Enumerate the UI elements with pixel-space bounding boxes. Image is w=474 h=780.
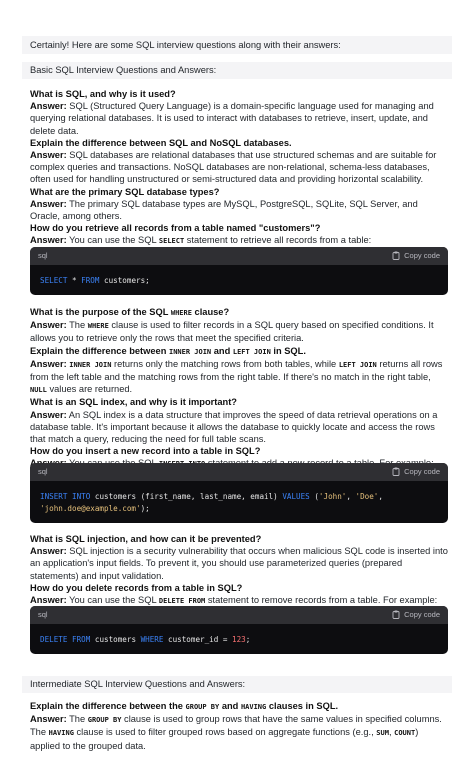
- code-language-label: sql: [38, 609, 48, 619]
- code-header: [30, 463, 448, 481]
- answer-11: Answer: The GROUP BY clause is used to group rows that have the same values in specified columns. The HAVING clause is used to filter grouped rows based on aggregate functions (e.g., SUM, COUNT) applied to the grouped data.: [30, 714, 442, 751]
- clipboard-icon: [392, 467, 400, 476]
- answer-3: Answer: The primary SQL database types are MySQL, PostgreSQL, SQLite, SQL Server, and Oracle, among others.: [30, 198, 418, 222]
- question-1: What is SQL, and why is it used?: [30, 89, 176, 99]
- copy-code-button[interactable]: [392, 466, 440, 478]
- answer-6: Answer: INNER JOIN returns only the matching rows from both tables, while LEFT JOIN returns all rows from the left table and the matching rows from the right table. If there's no match in the right table, NULL values are returned.: [30, 358, 443, 395]
- copy-code-label: Copy code: [404, 466, 440, 476]
- code-text: INSERT INTO customers (first_name, last_name, email) VALUES ('John', 'Doe', 'john.doe@example.com');: [40, 492, 383, 513]
- qa-block-1: [30, 88, 448, 248]
- answer-1: Answer: SQL (Structured Query Language) is a domain-specific language used for managing and querying relational databases. It is used to interact with databases to retrieve, insert, update, and delete data.: [30, 101, 434, 136]
- question-4: How do you retrieve all records from a table named "customers"?: [30, 223, 321, 234]
- copy-code-button[interactable]: [392, 609, 440, 621]
- qa-block-3: [30, 533, 448, 607]
- copy-code-button[interactable]: [392, 250, 440, 262]
- question-2: Explain the difference between SQL and NoSQL databases.: [30, 137, 292, 148]
- answer-5: Answer: The WHERE clause is used to filter records in a SQL query based on specified conditions. It allows you to retrieve only the rows that meet the specified criteria.: [30, 320, 434, 344]
- code-block-select: [30, 247, 448, 295]
- section-basic-band: [22, 62, 452, 79]
- question-5: What is the purpose of the SQL WHERE clause?: [30, 307, 230, 317]
- answer-7: Answer: An SQL index is a data structure that improves the speed of data retrieval operations on a database table. It's important because it allows the database to quickly locate and access the rows that match a query, reducing the need for full table scans.: [30, 409, 438, 445]
- answer-4: Answer: You can use the SQL SELECT statement to retrieve all records from a table:: [30, 235, 372, 246]
- code-header: [30, 606, 448, 624]
- intro-band: [22, 36, 452, 54]
- answer-9: Answer: SQL injection is a security vulnerability that occurs when malicious SQL code is inserted into an application's input fields. To prevent it, you should use parameterized queries (prepared statements) and input validation.: [30, 546, 448, 581]
- code-block-delete: [30, 606, 448, 654]
- code-header: [30, 247, 448, 265]
- copy-code-label: Copy code: [404, 250, 440, 260]
- answer-2: Answer: SQL databases are relational databases that use structured schemas and are suitable for complex queries and transactions. NoSQL databases are non-relational, schema-less databases, often used for handling unstructured or semi-structured data and providing horizontal scalability.: [30, 150, 437, 185]
- question-6: Explain the difference between INNER JOIN and LEFT JOIN in SQL.: [30, 345, 306, 356]
- answer-10: Answer: You can use the SQL DELETE FROM statement to remove records from a table. For example:: [30, 595, 438, 606]
- code-block-insert: [30, 463, 448, 523]
- section-intermediate-heading: Intermediate SQL Interview Questions and Answers:: [30, 679, 246, 689]
- code-text: SELECT * FROM customers;: [40, 276, 150, 285]
- code-language-label: sql: [38, 250, 48, 260]
- question-10: How do you delete records from a table in SQL?: [30, 582, 243, 593]
- question-11: Explain the difference between the GROUP BY and HAVING clauses in SQL.: [30, 701, 339, 711]
- copy-code-label: Copy code: [404, 609, 440, 619]
- code-language-label: sql: [38, 466, 48, 476]
- intro-text: Certainly! Here are some SQL interview questions along with their answers:: [30, 40, 341, 50]
- code-text: DELETE FROM customers WHERE customer_id = 123;: [40, 635, 251, 644]
- qa-block-2: [30, 306, 448, 471]
- question-9: What is SQL injection, and how can it be prevented?: [30, 534, 262, 544]
- clipboard-icon: [392, 610, 400, 619]
- section-basic-heading: Basic SQL Interview Questions and Answers:: [30, 65, 217, 75]
- qa-block-4: [30, 700, 448, 752]
- question-7: What is an SQL index, and why is it important?: [30, 397, 237, 408]
- question-8: How do you insert a new record into a table in SQL?: [30, 446, 261, 457]
- section-intermediate-band: [22, 676, 452, 693]
- question-3: What are the primary SQL database types?: [30, 186, 220, 197]
- clipboard-icon: [392, 251, 400, 260]
